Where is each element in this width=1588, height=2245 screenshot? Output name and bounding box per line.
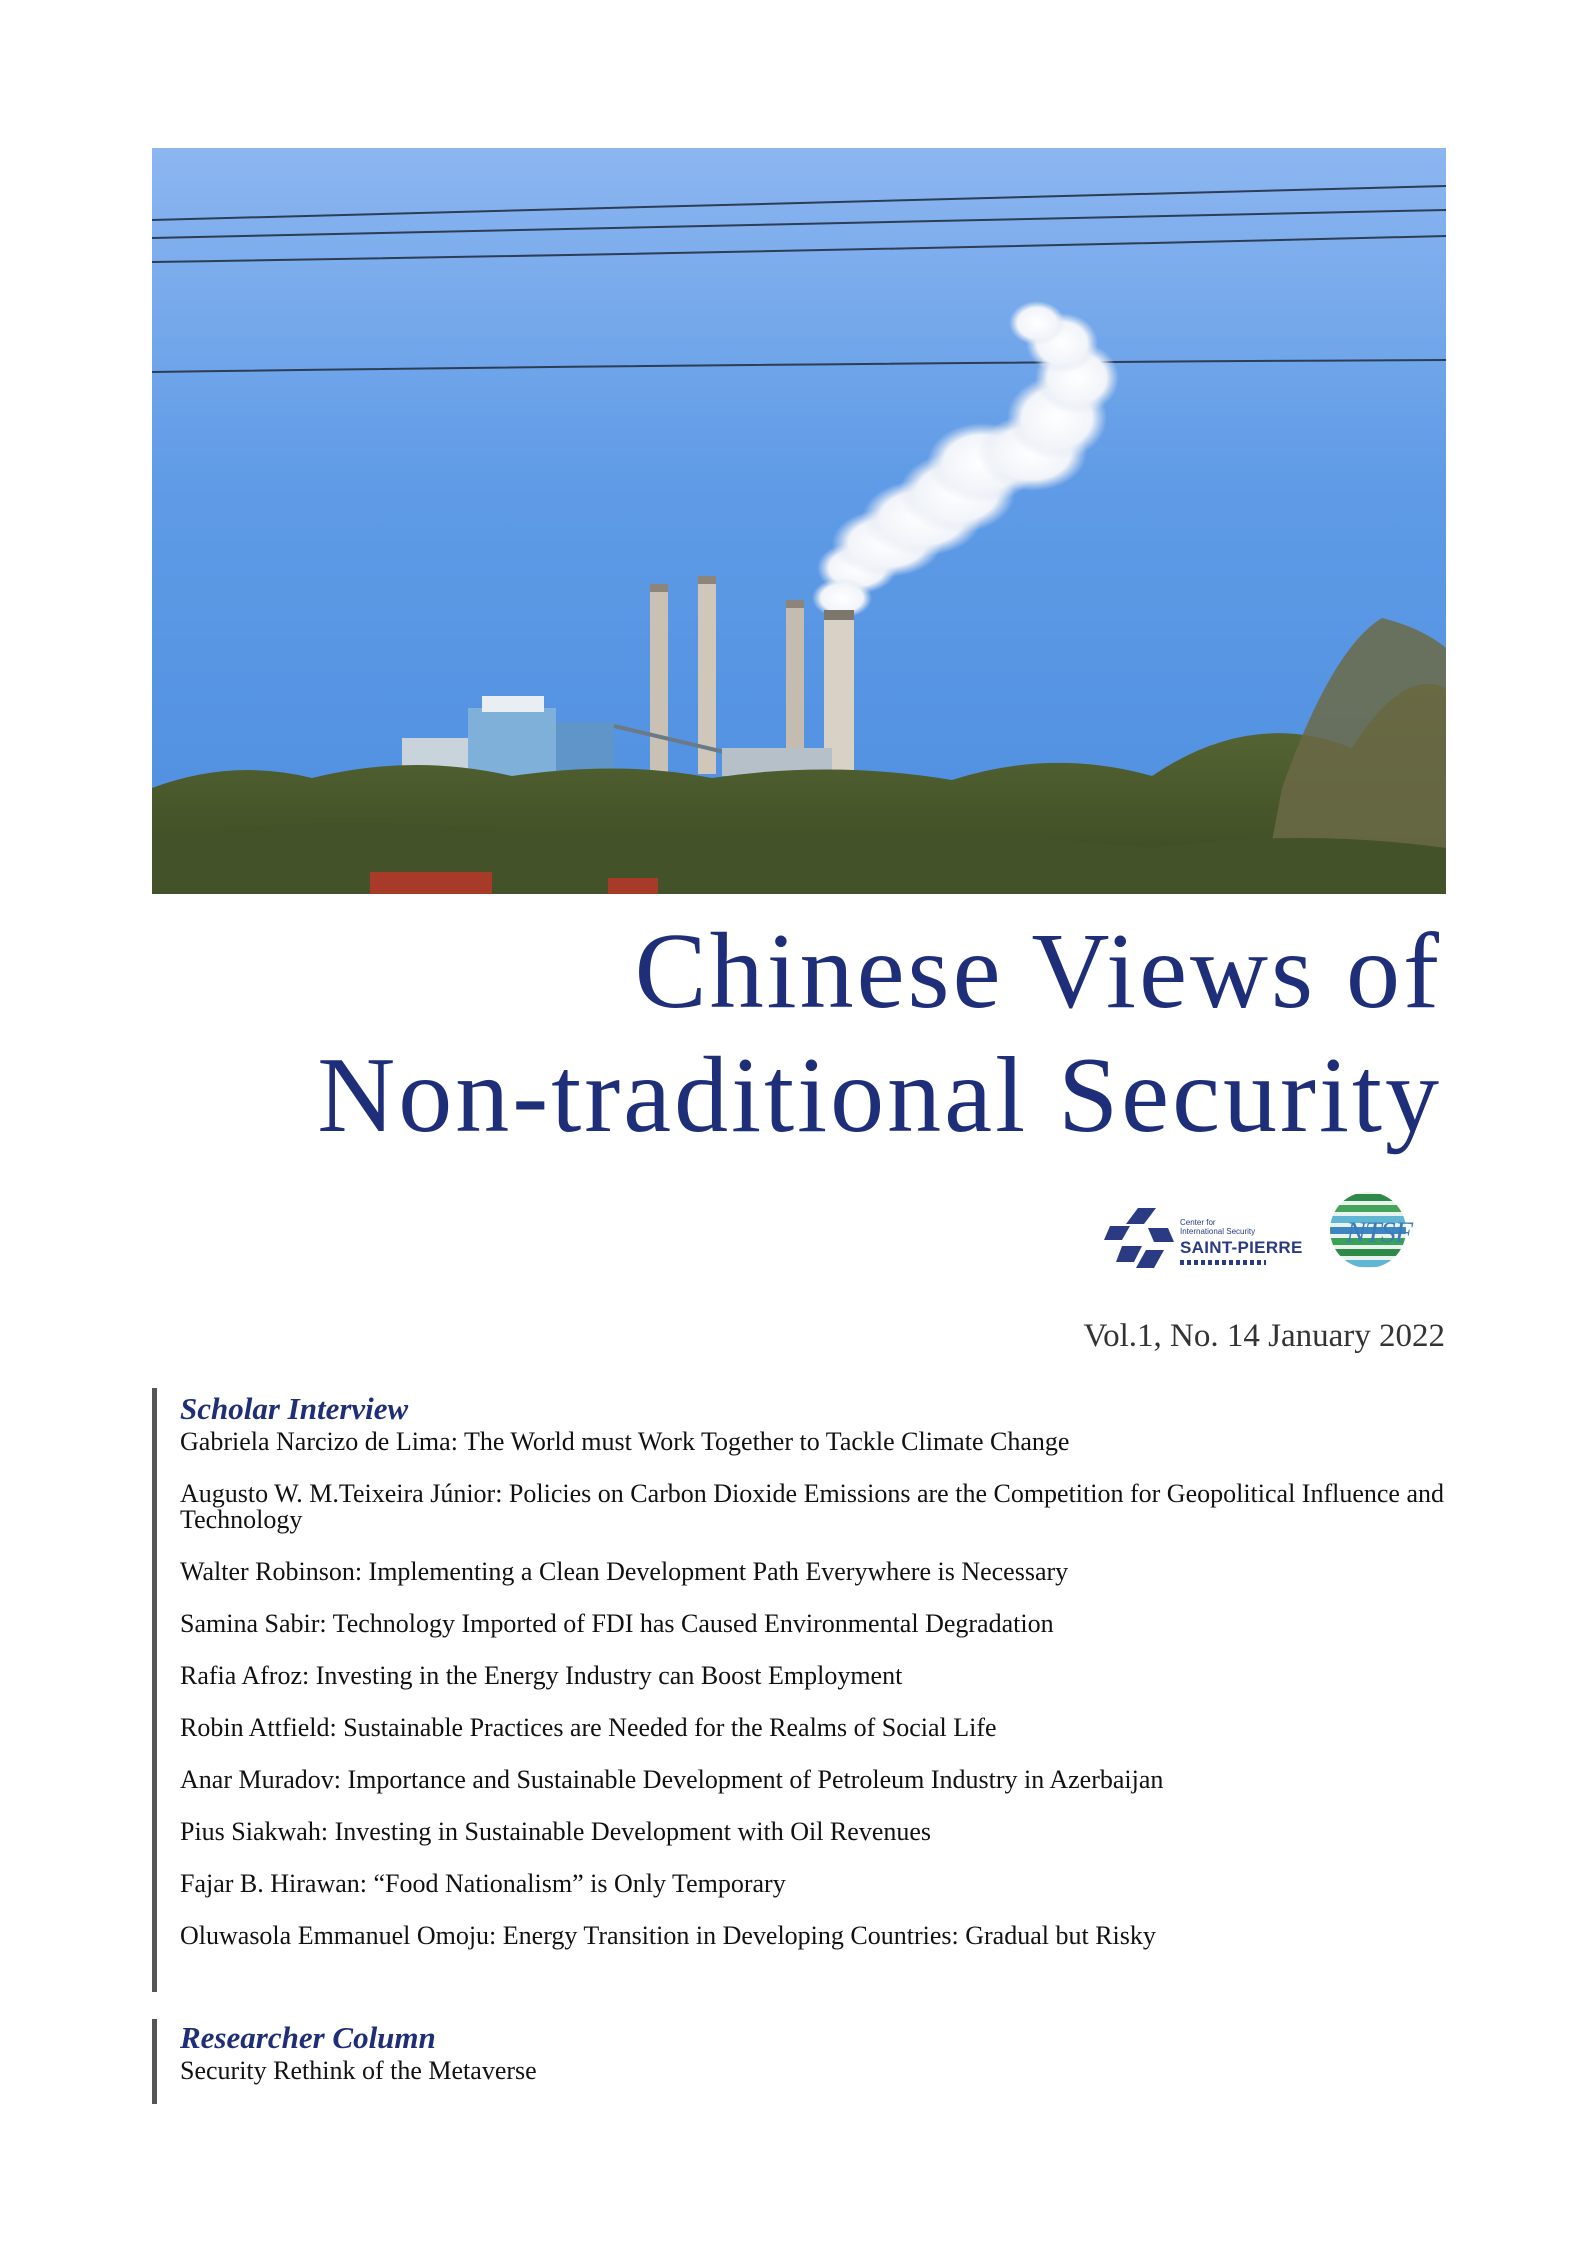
- contents-entry[interactable]: Augusto W. M.Teixeira Júnior: Policies on Carbon Dioxide Emissions are the Competition for Geopolitical Influence and Technology: [180, 1479, 1445, 1534]
- contents-entry[interactable]: Walter Robinson: Implementing a Clean Development Path Everywhere is Necessary: [180, 1557, 1069, 1586]
- contents-entry[interactable]: Robin Attfield: Sustainable Practices are Needed for the Realms of Social Life: [180, 1713, 997, 1742]
- saint-pierre-name: SAINT-PIERRE: [1180, 1238, 1303, 1257]
- researcher-column-heading: Researcher Column: [180, 2020, 436, 2055]
- saint-pierre-chinese-text: [1180, 1260, 1266, 1265]
- saint-pierre-subtitle: Center for International Security: [1180, 1218, 1256, 1236]
- power-plant-illustration: [152, 148, 1446, 894]
- saint-pierre-emblem-icon: [1104, 1206, 1174, 1272]
- issue-info: Vol.1, No. 14 January 2022: [1083, 1318, 1445, 1354]
- saint-pierre-logo: [1100, 1192, 1322, 1278]
- ntsf-text: NTSF: [1346, 1216, 1413, 1249]
- ntsf-logo: [1328, 1186, 1444, 1278]
- contents-entry[interactable]: Fajar B. Hirawan: “Food Nationalism” is Only Temporary: [180, 1869, 786, 1898]
- contents-entry[interactable]: Oluwasola Emmanuel Omoju: Energy Transition in Developing Countries: Gradual but Risky: [180, 1921, 1156, 1950]
- section-divider-bar: [152, 1388, 157, 1992]
- publisher-logos: [1100, 1186, 1450, 1278]
- researcher-column-section: [180, 2020, 1450, 2110]
- contents-entry[interactable]: Samina Sabir: Technology Imported of FDI has Caused Environmental Degradation: [180, 1609, 1054, 1638]
- publication-title: [142, 910, 1442, 1158]
- cover-photo: [152, 148, 1446, 894]
- contents-entry[interactable]: Security Rethink of the Metaverse: [180, 2056, 537, 2085]
- contents-entry[interactable]: Anar Muradov: Importance and Sustainable Development of Petroleum Industry in Azerbaijan: [180, 1765, 1164, 1794]
- scholar-interview-section: [180, 1391, 1450, 1975]
- contents-entry[interactable]: Pius Siakwah: Investing in Sustainable Development with Oil Revenues: [180, 1817, 932, 1846]
- scholar-interview-heading: Scholar Interview: [180, 1391, 409, 1426]
- title-line-2: Non-traditional Security: [317, 1036, 1442, 1155]
- contents-entry[interactable]: Gabriela Narcizo de Lima: The World must Work Together to Tackle Climate Change: [180, 1427, 1070, 1456]
- title-line-1: Chinese Views of: [634, 912, 1442, 1031]
- section-divider-bar: [152, 2019, 157, 2104]
- contents-entry[interactable]: Rafia Afroz: Investing in the Energy Industry can Boost Employment: [180, 1661, 903, 1690]
